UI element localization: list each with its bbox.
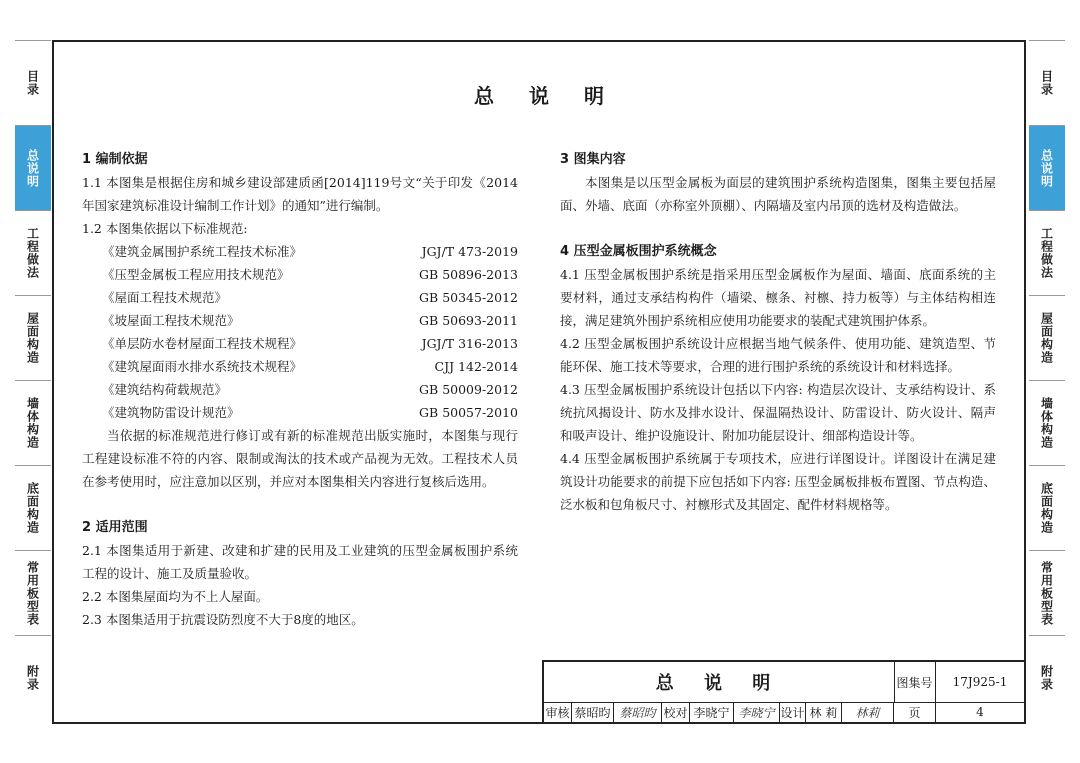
standard-code: GB 50057-2010 <box>419 405 518 420</box>
standard-name: 《建筑屋面雨水排水系统技术规程》 <box>102 359 303 374</box>
standard-name: 《建筑金属围护系统工程技术标准》 <box>102 244 303 259</box>
tab-roof-construction-right[interactable]: 屋面构造 <box>1029 295 1065 380</box>
standard-code: GB 50693-2011 <box>419 313 518 328</box>
section4-p41: 4.1 压型金属板围护系统是指采用压型金属板作为屋面、墙面、底面系统的主要材料，通过支承结构构件（墙梁、檩条、衬檩、持力板等）与主体结构相连接，满足建筑外围护系统相应使用功能要求的装配式建筑围护体系。 <box>560 267 996 328</box>
standard-name: 《压型金属板工程应用技术规范》 <box>102 267 290 282</box>
tab-appendix-right[interactable]: 附录 <box>1029 635 1065 720</box>
tab-contents-left[interactable]: 目录 <box>15 40 51 125</box>
standard-row <box>82 240 518 263</box>
standard-name: 《建筑物防雷设计规范》 <box>102 405 240 420</box>
section3-paragraph: 本图集是以压型金属板为面层的建筑围护系统构造图集，图集主要包括屋面、外墙、底面（亦称室外顶棚）、内隔墙及室内吊顶的选材及构造做法。 <box>560 175 996 213</box>
tab-wall-construction-right[interactable]: 墙体构造 <box>1029 380 1065 465</box>
tab-appendix-left[interactable]: 附录 <box>15 635 51 720</box>
section4-heading: 4 压型金属板围护系统概念 <box>560 244 717 259</box>
right-column <box>560 148 996 516</box>
section4-p44: 4.4 压型金属板围护系统属于专项技术，应进行详图设计。详图设计在满足建筑设计功能要求的前提下应包括如下内容: 压型金属板排板布置图、节点构造、泛水板和包角板尺寸、衬檩形式及其固定、配件材料规格等。 <box>560 451 996 512</box>
design-label: 设计 <box>780 702 806 722</box>
left-tab-strip <box>15 40 51 720</box>
tab-contents-right[interactable]: 目录 <box>1029 40 1065 125</box>
standard-code: CJJ 142-2014 <box>434 359 518 374</box>
check-label: 校对 <box>662 702 690 722</box>
drawing-frame <box>52 40 1026 724</box>
standard-name: 《单层防水卷材屋面工程技术规程》 <box>102 336 303 351</box>
atlas-number-label: 图集号 <box>894 662 936 702</box>
atlas-number: 17J925-1 <box>952 675 1008 689</box>
standard-name: 《建筑结构荷载规范》 <box>102 382 228 397</box>
section1-note: 当依据的标准规范进行修订或有新的标准规范出版实施时，本图集与现行工程建设标准不符的内容、限制或淘汰的技术或产品视为无效。工程技术人员在参考使用时，应注意加以区别，并应对本图集相关内容进行复核后选用。 <box>82 428 518 489</box>
standard-row <box>82 309 518 332</box>
tab-soffit-construction-left[interactable]: 底面构造 <box>15 465 51 550</box>
tab-soffit-construction-right[interactable]: 底面构造 <box>1029 465 1065 550</box>
title-block <box>542 660 1026 724</box>
section2-p22: 2.2 本图集屋面均为不上人屋面。 <box>82 589 269 604</box>
standard-row <box>82 263 518 286</box>
review-label: 审核 <box>544 702 572 722</box>
tab-panel-types-left[interactable]: 常用板型表 <box>15 550 51 635</box>
section2-heading: 2 适用范围 <box>82 520 148 535</box>
tab-general-notes-right[interactable]: 总说明 <box>1029 125 1065 210</box>
page-label: 页 <box>894 702 936 722</box>
section1-heading: 1 编制依据 <box>82 152 148 167</box>
section2-p23: 2.3 本图集适用于抗震设防烈度不大于8度的地区。 <box>82 612 364 627</box>
reviewer-name: 蔡昭昀 <box>572 702 614 722</box>
designer-signature: 林莉 <box>842 702 894 722</box>
section1-p11: 1.1 本图集是根据住房和城乡建设部建质函[2014]119号文“关于印发《2014年国家建筑标准设计编制工作计划》的通知”进行编制。 <box>82 175 518 213</box>
standard-name: 《屋面工程技术规范》 <box>102 290 228 305</box>
checker-name: 李晓宁 <box>690 702 734 722</box>
checker-signature: 李晓宁 <box>734 702 780 722</box>
standard-row <box>82 401 518 424</box>
tab-engineering-practice-right[interactable]: 工程做法 <box>1029 210 1065 295</box>
standard-code: GB 50896-2013 <box>419 267 518 282</box>
section4-p43: 4.3 压型金属板围护系统设计包括以下内容: 构造层次设计、支承结构设计、系统抗风揭设计、防水及排水设计、保温隔热设计、防雷设计、防火设计、隔声和吸声设计、维护设施设计、附加功能层设计、细部构造设计等。 <box>560 382 996 443</box>
tab-wall-construction-left[interactable]: 墙体构造 <box>15 380 51 465</box>
designer-name: 林 莉 <box>806 702 842 722</box>
standard-row <box>82 332 518 355</box>
reviewer-signature: 蔡昭昀 <box>614 702 662 722</box>
standard-code: GB 50345-2012 <box>419 290 518 305</box>
title-block-title: 总 说 明 <box>544 662 895 702</box>
standard-name: 《坡屋面工程技术规范》 <box>102 313 240 328</box>
standard-row <box>82 355 518 378</box>
section2-p21: 2.1 本图集适用于新建、改建和扩建的民用及工业建筑的压型金属板围护系统工程的设计、施工及质量验收。 <box>82 543 518 581</box>
page-number: 4 <box>976 705 984 719</box>
left-column <box>82 148 518 631</box>
tab-general-notes-left[interactable]: 总说明 <box>15 125 51 210</box>
standard-code: JGJ/T 473-2019 <box>421 244 518 259</box>
page-title: 总 说 明 <box>474 84 618 108</box>
standard-row <box>82 378 518 401</box>
section4-p42: 4.2 压型金属板围护系统设计应根据当地气候条件、使用功能、建筑造型、节能环保、施工技术等要求，合理的进行围护系统的系统设计和材料选择。 <box>560 336 996 374</box>
tab-panel-types-right[interactable]: 常用板型表 <box>1029 550 1065 635</box>
standard-row <box>82 286 518 309</box>
tab-roof-construction-left[interactable]: 屋面构造 <box>15 295 51 380</box>
standard-code: GB 50009-2012 <box>419 382 518 397</box>
tab-engineering-practice-left[interactable]: 工程做法 <box>15 210 51 295</box>
section3-heading: 3 图集内容 <box>560 152 626 167</box>
standard-code: JGJ/T 316-2013 <box>421 336 518 351</box>
section1-p12: 1.2 本图集依据以下标准规范: <box>82 221 248 236</box>
right-tab-strip <box>1029 40 1065 720</box>
